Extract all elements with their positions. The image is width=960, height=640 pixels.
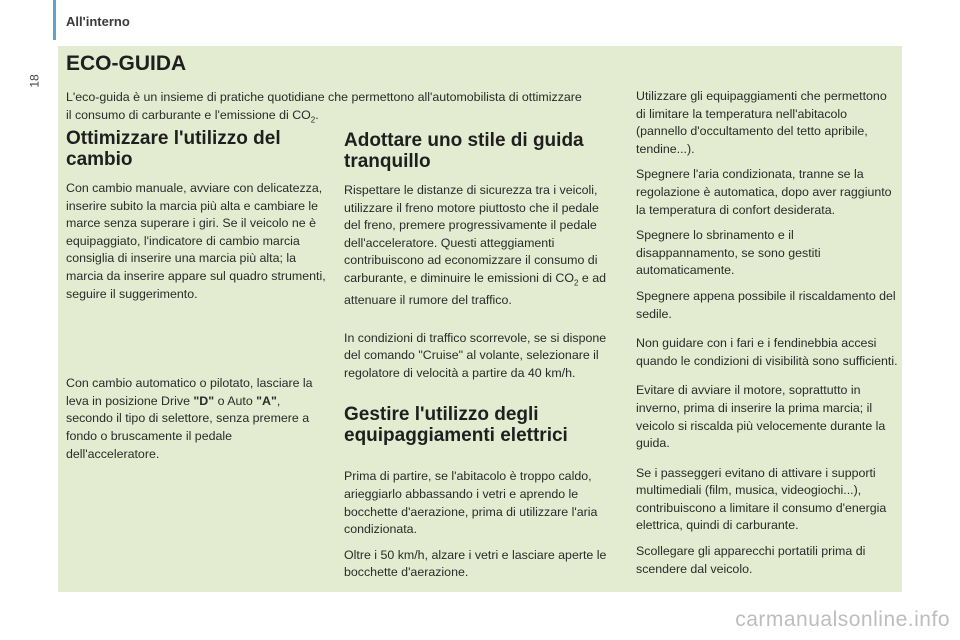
section-label: All'interno xyxy=(66,14,130,29)
heading-electrical-equipment: Gestire l'utilizzo degli equipaggiamenti elettrici xyxy=(344,404,568,447)
paragraph-portable-devices: Scollegare gli apparecchi portatili prima di scendere dal veicolo. xyxy=(636,544,866,576)
paragraph-sunblind: Utilizzare gli equipaggiamenti che permettono di limitare la temperatura nell'abitacolo (pannello d'occultamento del tetto apribile, tendine...). xyxy=(636,89,887,156)
heading-gearbox: Ottimizzare l'utilizzo del cambio xyxy=(66,128,281,170)
paragraph-air-conditioning: Spegnere l'aria condizionata, tranne se la regolazione è automatica, dopo aver raggiunto la temperatura di confort desiderata. xyxy=(636,167,892,217)
paragraph-lights: Non guidare con i fari e i fendinebbia accesi quando le condizioni di visibilità sono sufficienti. xyxy=(636,336,898,368)
page-title: ECO-GUIDA xyxy=(66,52,187,75)
column-gearbox xyxy=(66,128,328,471)
watermark: carmanualsonline.info xyxy=(735,608,950,631)
paragraph-multimedia: Se i passeggeri evitano di attivare i supporti multimediali (film, musica, videogiochi...), contribuiscono a limitare il consumo d'energia elettrica, quindi di carburante. xyxy=(636,465,887,533)
paragraph-engine-start: Evitare di avviare il motore, soprattutto in inverno, prima di inserire la prima marcia; il veicolo si riscalda più velocemente durante la guida. xyxy=(636,383,886,451)
paragraph-windows: Oltre i 50 km/h, alzare i vetri e lasciare aperte le bocchette d'aerazione. xyxy=(344,547,607,580)
heading-driving-style: Adottare uno stile di guida tranquillo xyxy=(344,130,584,172)
column-equipment-tips xyxy=(636,88,898,586)
page-number: 18 xyxy=(27,74,42,88)
intro-paragraph: L'eco-guida è un insieme di pratiche quotidiane che permettono all'automobilista di ottimizzare il consumo di carburante e l'emissione di $CO_2$. xyxy=(66,90,582,125)
paragraph-ventilation: Prima di partire, se l'abitacolo è troppo caldo, arieggiarlo abbassando i vetri e aprendo le bocchette d'aerazione, prima di utilizzare l'aria condizionata. xyxy=(344,469,598,537)
paragraph-seat-heating: Spegnere appena possibile il riscaldamento del sedile. xyxy=(636,288,896,321)
paragraph-cruise-control: In condizioni di traffico scorrevole, se si dispone del comando "Cruise" al volante, selezionare il regolatore di velocità a partire da 40 km/h. xyxy=(344,330,607,380)
sidebar-accent-line xyxy=(53,0,56,40)
column-driving-style xyxy=(344,130,616,590)
paragraph-automatic-gearbox: Con cambio automatico o pilotato, lasciare la leva in posizione Drive "D" o Auto "A", secondo il tipo di selettore, senza premere a fondo o bruscamente il pedale dell'acceleratore. xyxy=(66,376,313,461)
paragraph-manual-gearbox: Con cambio manuale, avviare con delicatezza, inserire subito la marcia più alta e cambiare le marce senza superare i giri. Se il veicolo ne è equipaggiato, l'indicatore di cambio marcia consiglia di inserire una marcia più alta; la marcia da inserire appare sul quadro strumenti, seguire il suggerimento. xyxy=(66,181,326,301)
paragraph-demisting: Spegnere lo sbrinamento e il disappannamento, se sono gestiti automaticamente. xyxy=(636,228,821,278)
paragraph-safe-distance: Rispettare le distanze di sicurezza tra i veicoli, utilizzare il freno motore piuttosto che il pedale del freno, premere progressivamente il pedale dell'acceleratore. Questi atteggiamenti contribuiscono ad economizzare il consumo di carburante, e diminuire le emissioni di $CO_2$ e ad attenuare il rumore del traffico. xyxy=(344,183,607,308)
